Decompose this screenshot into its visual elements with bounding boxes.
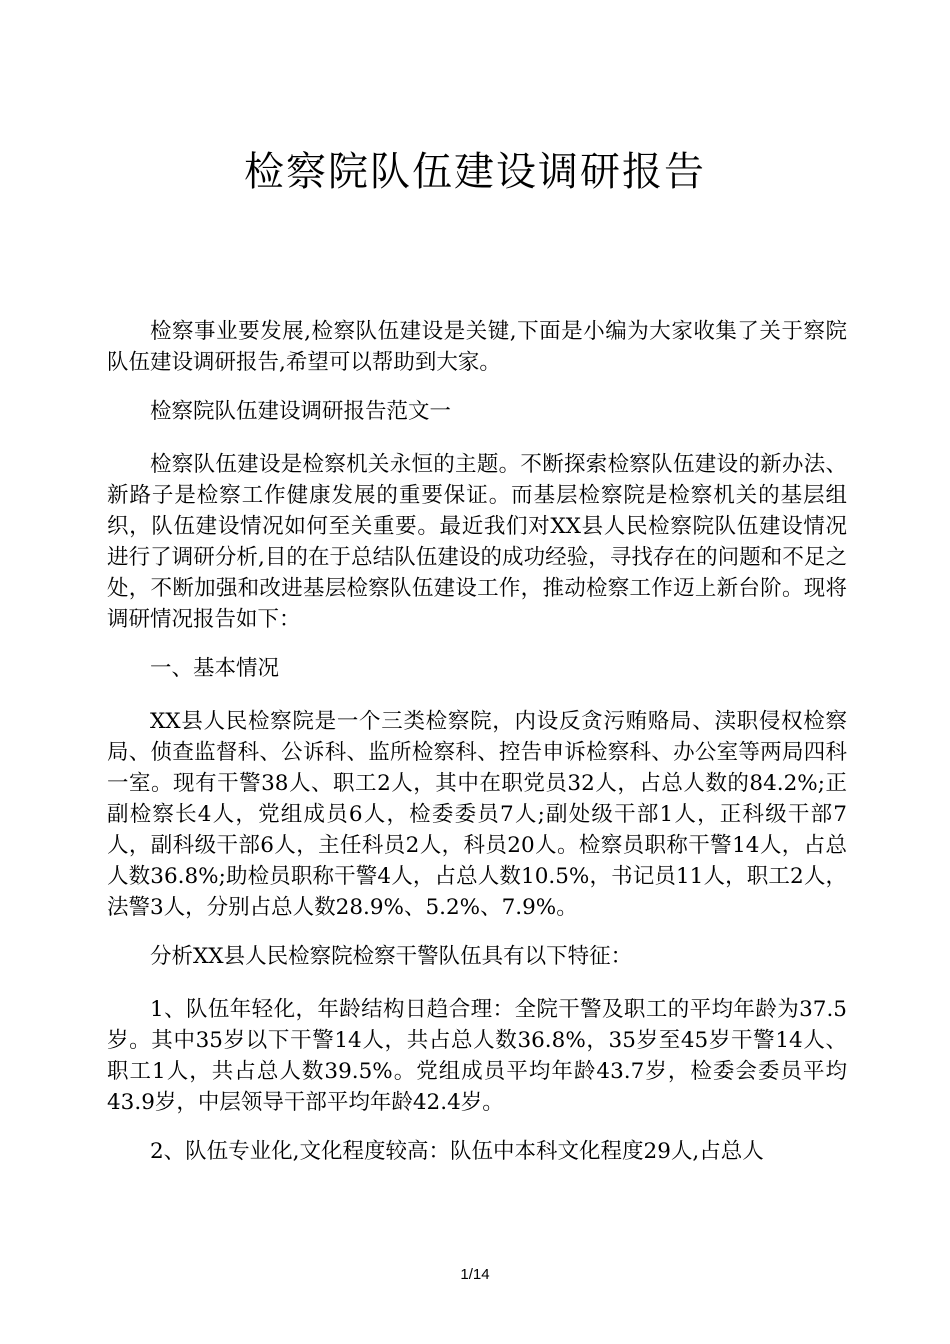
- body-paragraph: XX县人民检察院是一个三类检察院，内设反贪污贿赂局、渎职侵权检察局、侦查监督科、公诉科、监所检察科、控告申诉检察科、办公室等两局四科一室。现有干警38人、职工2人，其中在职党员32人，占总人数的84.2%;正副检察长4人，党组成员6人，检委委员7人;副处级干部1人，正科级干部7人，副科级干部6人，主任科员2人，科员20人。检察员职称干警14人，占总人数36.8%;助检员职称干警4人，占总人数10.5%，书记员11人，职工2人，法警3人，分别占总人数28.9%、5.2%、7.9%。: [107, 709, 847, 920]
- list-item-paragraph: 2、队伍专业化,文化程度较高：队伍中本科文化程度29人,占总人: [150, 1139, 764, 1164]
- document-body: [107, 316, 847, 1185]
- section-heading-basic-situation: 一、基本情况: [150, 656, 280, 681]
- body-paragraph: 检察队伍建设是检察机关永恒的主题。不断探索检察队伍建设的新办法、新路子是检察工作健康发展的重要保证。而基层检察院是检察机关的基层组织，队伍建设情况如何至关重要。最近我们对XX县人民检察院队伍建设情况进行了调研分析,目的在于总结队伍建设的成功经验，寻找存在的问题和不足之处，不断加强和改进基层检察队伍建设工作，推动检察工作迈上新台阶。现将调研情况报告如下：: [107, 452, 847, 632]
- page-number: 1/14: [460, 1266, 490, 1283]
- section-heading-analysis: 分析XX县人民检察院检察干警队伍具有以下特征：: [150, 944, 633, 969]
- document-title: 检察院队伍建设调研报告: [244, 149, 706, 195]
- list-item-paragraph: 1、队伍年轻化，年龄结构日趋合理：全院干警及职工的平均年龄为37.5岁。其中35岁以下干警14人，共占总人数36.8%，35岁至45岁干警14人、职工1人，共占总人数39.5%。党组成员平均年龄43.7岁，检委会委员平均43.9岁，中层领导干部平均年龄42.4岁。: [107, 997, 847, 1115]
- intro-paragraph: 检察事业要发展,检察队伍建设是关键,下面是小编为大家收集了关于察院队伍建设调研报告,希望可以帮助到大家。: [107, 319, 847, 375]
- section-heading-sample-one: 检察院队伍建设调研报告范文一: [150, 399, 452, 424]
